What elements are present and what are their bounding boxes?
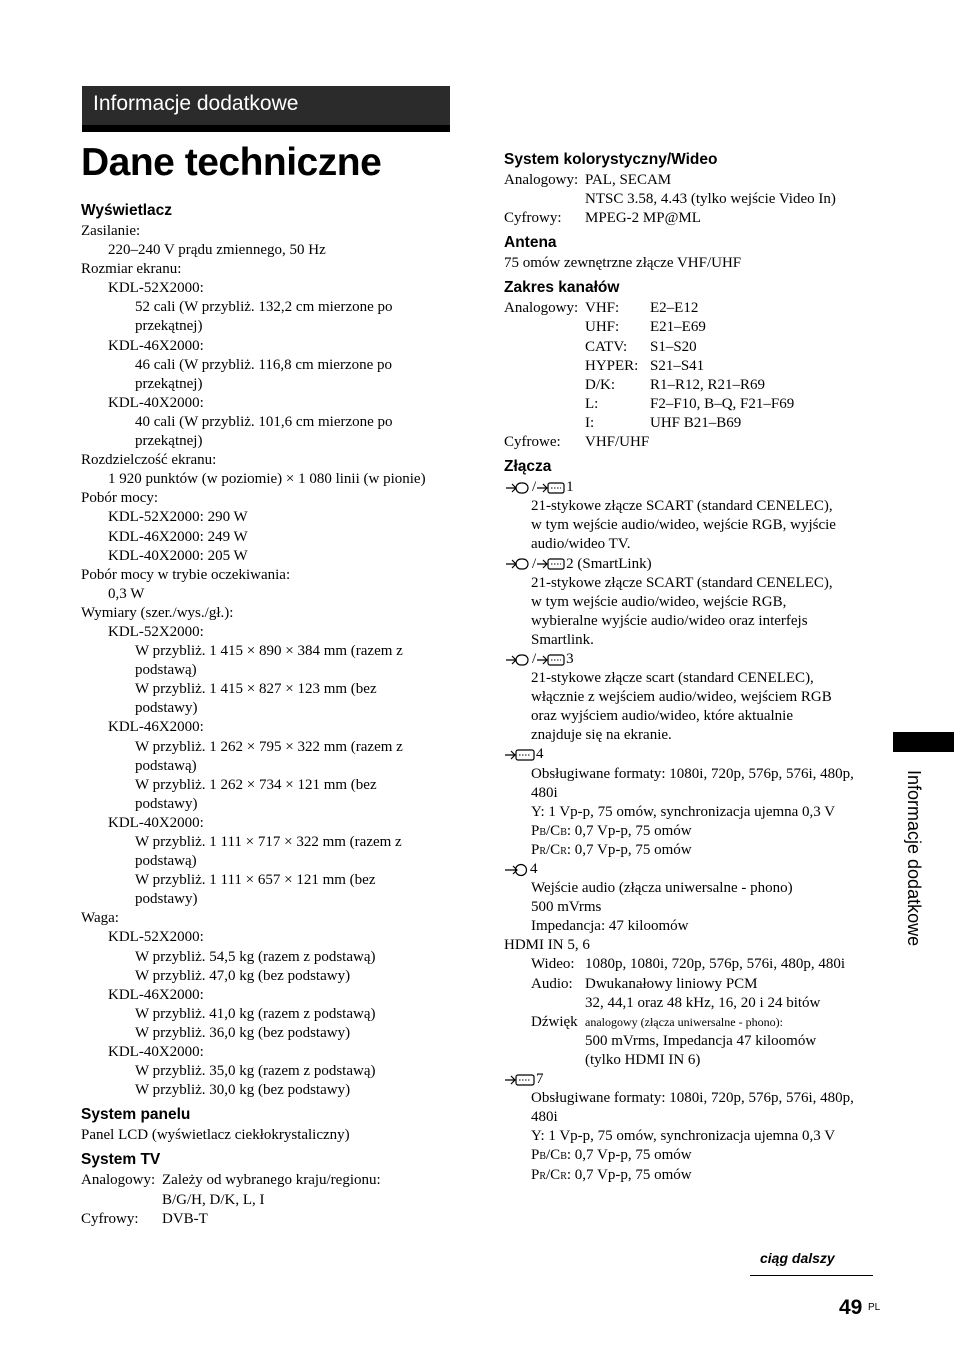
spec-value: 1080p, 1080i, 720p, 576p, 576i, 480p, 480i [585, 956, 846, 973]
spec-value: 40 cali (W przybliż. 101,6 cm mierzone po [135, 413, 393, 430]
scart-input-icon [504, 557, 532, 571]
spec-value: włącznie z wejściem audio/wideo, wejściem RGB [531, 689, 832, 706]
model-label: KDL-46X2000: [108, 337, 204, 354]
model-label: KDL-46X2000: [108, 986, 204, 1003]
spec-label: HDMI IN 5, 6 [504, 937, 590, 954]
spec-value: przekątnej) [135, 318, 203, 335]
spec-value: audio/wideo TV. [531, 536, 631, 553]
spec-value: W przybliż. 1 262 × 795 × 322 mm (razem z [135, 738, 403, 755]
spec-value: W przybliż. 1 111 × 717 × 322 mm (razem z [135, 834, 402, 850]
text: : 0,7 Vp-p, 75 omów [566, 841, 692, 858]
spec-value: w tym wejście audio/wideo, wejście RGB, wyjście [531, 517, 836, 534]
audio-input-icon [504, 863, 530, 877]
side-tab-marker [893, 732, 954, 752]
spec-value: KDL-40X2000: 205 W [108, 547, 248, 564]
text: /C [546, 1166, 561, 1183]
text: : 0,7 Vp-p, 75 omów [566, 822, 692, 839]
text: P [531, 1147, 540, 1164]
spec-value: MPEG-2 MP@ML [585, 210, 701, 227]
spec-value: 500 mVrms, Impedancja 47 kiloomów [585, 1032, 817, 1049]
spec-label: Pobór mocy w trybie oczekiwania: [81, 566, 291, 583]
band-range: S21–S41 [650, 357, 705, 374]
antenna-heading: Antena [504, 234, 557, 252]
spec-label: Wymiary (szer./wys./gł.): [81, 604, 234, 621]
spec-value [504, 1166, 884, 1185]
channel-row [504, 357, 884, 376]
connector-row [504, 555, 884, 574]
channels-heading: Zakres kanałów [504, 279, 620, 297]
channel-row [504, 299, 884, 318]
scart-output-icon [536, 481, 566, 495]
band-label: I: [585, 414, 595, 431]
text: R [539, 845, 547, 857]
slash: / [532, 650, 537, 667]
panel-heading: System panelu [81, 1106, 191, 1124]
band-range: E2–E12 [650, 300, 699, 317]
text: : 0,7 Vp-p, 75 omów [566, 1147, 692, 1164]
spec-value: przekątnej) [135, 375, 203, 392]
component-input-icon [504, 1073, 536, 1087]
spec-value: 0,3 W [108, 585, 145, 602]
spec-value: PAL, SECAM [585, 172, 672, 188]
band-range: F2–F10, B–Q, F21–F69 [650, 395, 795, 412]
connector-number: 4 [536, 746, 544, 763]
page-number: 49 [839, 1296, 863, 1319]
spec-label: Analogowy: [504, 172, 579, 188]
scart-input-icon [504, 481, 532, 495]
connector-row [504, 860, 884, 879]
spec-value: KDL-52X2000: 290 W [108, 509, 248, 526]
spec-value: 75 omów zewnętrzne złącze VHF/UHF [504, 255, 742, 272]
spec-label: Cyfrowe: [504, 434, 561, 451]
spec-value: NTSC 3.58, 4.43 (tylko wejście Video In) [585, 191, 836, 208]
spec-value: podstawy) [135, 700, 198, 717]
spec-value: Smartlink. [531, 631, 594, 648]
spec-row [81, 1210, 461, 1229]
spec-value [504, 822, 884, 841]
section-title: Informacje dodatkowe [93, 92, 299, 115]
band-range: UHF B21–B69 [650, 414, 742, 431]
model-label: KDL-52X2000: [108, 929, 204, 946]
spec-row [504, 955, 884, 974]
scart-output-icon [536, 653, 566, 667]
text: P [531, 1166, 540, 1183]
connector-row [504, 478, 884, 497]
spec-label: Rozdzielczość ekranu: [81, 452, 217, 469]
page-language: PL [868, 1302, 881, 1313]
continued-label: ciąg dalszy [760, 1250, 835, 1266]
spec-value: Impedancja: 47 kiloomów [531, 918, 689, 935]
spec-value: 32, 44,1 oraz 48 kHz, 16, 20 i 24 bitów [585, 994, 821, 1011]
spec-row [504, 171, 884, 190]
text: /C [546, 841, 561, 858]
spec-value: W przybliż. 35,0 kg (razem z podstawą) [135, 1063, 376, 1080]
spec-value: przekątnej) [135, 433, 203, 450]
channel-row [504, 433, 884, 452]
spec-value: W przybliż. 41,0 kg (razem z podstawą) [135, 1005, 376, 1022]
band-label: L: [585, 395, 599, 412]
spec-value: podstawy) [135, 795, 198, 812]
spec-value: W przybliż. 1 415 × 890 × 384 mm (razem z [135, 643, 403, 660]
spec-row [504, 1013, 884, 1032]
spec-value: VHF/UHF [585, 434, 650, 451]
spec-label: Analogowy: [504, 300, 579, 317]
spec-label: Cyfrowy: [81, 1210, 139, 1227]
model-label: KDL-40X2000: [108, 814, 204, 831]
spec-value: Obsługiwane formaty: 1080i, 720p, 576p, 576i, 480p, [531, 765, 854, 782]
spec-value: podstawą) [135, 853, 197, 870]
continued-rule [750, 1275, 873, 1276]
text: P [531, 822, 540, 839]
spec-row [81, 1171, 461, 1190]
model-label: KDL-52X2000: [108, 280, 204, 297]
slash: / [532, 479, 537, 496]
band-label: VHF: [585, 300, 620, 317]
band-range: S1–S20 [650, 338, 697, 355]
model-label: KDL-40X2000: [108, 1044, 204, 1061]
spec-label: Wideo: [531, 956, 575, 973]
band-label: HYPER: [585, 357, 639, 374]
text: R [539, 1170, 547, 1182]
channel-row [504, 414, 884, 433]
color-system-heading: System kolorystyczny/Wideo [504, 151, 718, 168]
tv-system-heading: System TV [81, 1151, 161, 1169]
spec-label: Zasilanie: [81, 223, 141, 239]
text: B [539, 826, 547, 838]
left-column [81, 198, 461, 1229]
connector-number: 3 [566, 650, 574, 667]
slash: / [532, 555, 537, 572]
text: B [539, 1151, 547, 1163]
spec-value: podstawą) [135, 757, 197, 774]
spec-label: Audio: [531, 975, 573, 992]
spec-value: W przybliż. 54,5 kg (razem z podstawą) [135, 948, 376, 965]
spec-value: 52 cali (W przybliż. 132,2 cm mierzone po [135, 299, 393, 316]
section-banner [82, 86, 450, 132]
side-tab-label: Informacje dodatkowe [904, 770, 924, 947]
text: : 0,7 Vp-p, 75 omów [566, 1166, 692, 1183]
spec-value: Y: 1 Vp-p, 75 omów, synchronizacja ujemna 0,3 V [531, 803, 836, 820]
right-column [504, 147, 884, 1185]
spec-value: 480i [531, 784, 558, 801]
spec-value: Zależy od wybranego kraju/regionu: [162, 1172, 381, 1189]
spec-value: w tym wejście audio/wideo, wejście RGB, [531, 593, 787, 610]
connector-number: 4 [530, 861, 538, 877]
spec-value: W przybliż. 36,0 kg (bez podstawy) [135, 1024, 351, 1041]
text: R [560, 845, 567, 857]
display-heading: Wyświetlacz [81, 202, 173, 219]
model-label: KDL-40X2000: [108, 394, 204, 411]
band-label: CATV: [585, 338, 628, 355]
text: B [560, 1151, 567, 1163]
band-range: E21–E69 [650, 319, 706, 336]
channel-row [504, 395, 884, 414]
connector-number: 2 (SmartLink) [566, 555, 652, 572]
spec-value: 500 mVrms [531, 899, 602, 916]
spec-value: analogowy (złącza uniwersalne - phono): [585, 1014, 783, 1029]
connector-row [504, 745, 884, 764]
scart-output-icon [536, 557, 566, 571]
connector-number: 1 [566, 479, 574, 496]
model-label: KDL-46X2000: [108, 719, 204, 736]
banner-rule [82, 125, 450, 132]
spec-value: podstawy) [135, 891, 198, 908]
component-input-icon [504, 748, 536, 762]
text: /C [546, 1147, 561, 1164]
text: B [560, 826, 567, 838]
spec-value: B/G/H, D/K, L, I [162, 1191, 265, 1208]
channel-row [504, 338, 884, 357]
scart-input-icon [504, 653, 532, 667]
page-title: Dane techniczne [81, 141, 382, 184]
spec-label: Cyfrowy: [504, 210, 562, 227]
spec-label: Pobór mocy: [81, 490, 159, 507]
spec-value: 46 cali (W przybliż. 116,8 cm mierzone po [135, 356, 392, 373]
band-label: D/K: [585, 376, 615, 393]
spec-value [504, 841, 884, 860]
spec-value: W przybliż. 30,0 kg (bez podstawy) [135, 1082, 351, 1099]
connector-row [504, 1070, 884, 1089]
spec-value: W przybliż. 47,0 kg (bez podstawy) [135, 967, 351, 984]
spec-value: 21-stykowe złącze SCART (standard CENELEC), [531, 498, 833, 515]
model-label: KDL-52X2000: [108, 623, 204, 640]
spec-value: Y: 1 Vp-p, 75 omów, synchronizacja ujemna 0,3 V [531, 1128, 836, 1145]
spec-value: 480i [531, 1109, 558, 1126]
spec-value: W przybliż. 1 111 × 657 × 121 mm (bez [135, 872, 376, 889]
spec-value: 21-stykowe złącze scart (standard CENELEC), [531, 670, 814, 687]
channel-row [504, 318, 884, 337]
spec-value: (tylko HDMI IN 6) [585, 1051, 701, 1068]
text: R [560, 1170, 567, 1182]
spec-label: Rozmiar ekranu: [81, 261, 182, 278]
spec-value: DVB-T [162, 1210, 208, 1227]
spec-value: Dwukanałowy liniowy PCM [585, 975, 758, 992]
spec-value: W przybliż. 1 415 × 827 × 123 mm (bez [135, 681, 377, 698]
spec-value: Wejście audio (złącza uniwersalne - phono) [531, 880, 793, 897]
spec-value: 21-stykowe złącze SCART (standard CENELEC), [531, 574, 833, 591]
band-range: R1–R12, R21–R69 [650, 376, 766, 393]
spec-value: oraz wyjściem audio/wideo, które aktualnie [531, 708, 793, 725]
spec-row [504, 975, 884, 994]
spec-value [504, 1146, 884, 1165]
spec-value: Panel LCD (wyświetlacz ciekłokrystaliczny) [81, 1127, 350, 1144]
connector-row [504, 650, 884, 669]
text: P [531, 841, 540, 858]
connector-number: 7 [536, 1071, 544, 1088]
spec-row [504, 209, 884, 228]
spec-value: KDL-46X2000: 249 W [108, 528, 248, 545]
connectors-heading: Złącza [504, 458, 552, 476]
spec-value: znajduje się na ekranie. [531, 727, 672, 744]
spec-label: Waga: [81, 910, 119, 927]
spec-value: Obsługiwane formaty: 1080i, 720p, 576p, 576i, 480p, [531, 1090, 854, 1107]
text: /C [546, 822, 561, 839]
channel-row [504, 376, 884, 395]
band-label: UHF: [585, 319, 620, 336]
spec-label: Dźwięk [531, 1013, 578, 1030]
spec-value: podstawą) [135, 662, 197, 679]
spec-value: 220–240 V prądu zmiennego, 50 Hz [108, 242, 326, 259]
spec-value: 1 920 punktów (w poziomie) × 1 080 linii (w pionie) [108, 471, 426, 488]
spec-value: W przybliż. 1 262 × 734 × 121 mm (bez [135, 776, 377, 793]
spec-label: Analogowy: [81, 1172, 156, 1189]
spec-value: wybieralne wyjście audio/wideo oraz interfejs [531, 612, 808, 629]
